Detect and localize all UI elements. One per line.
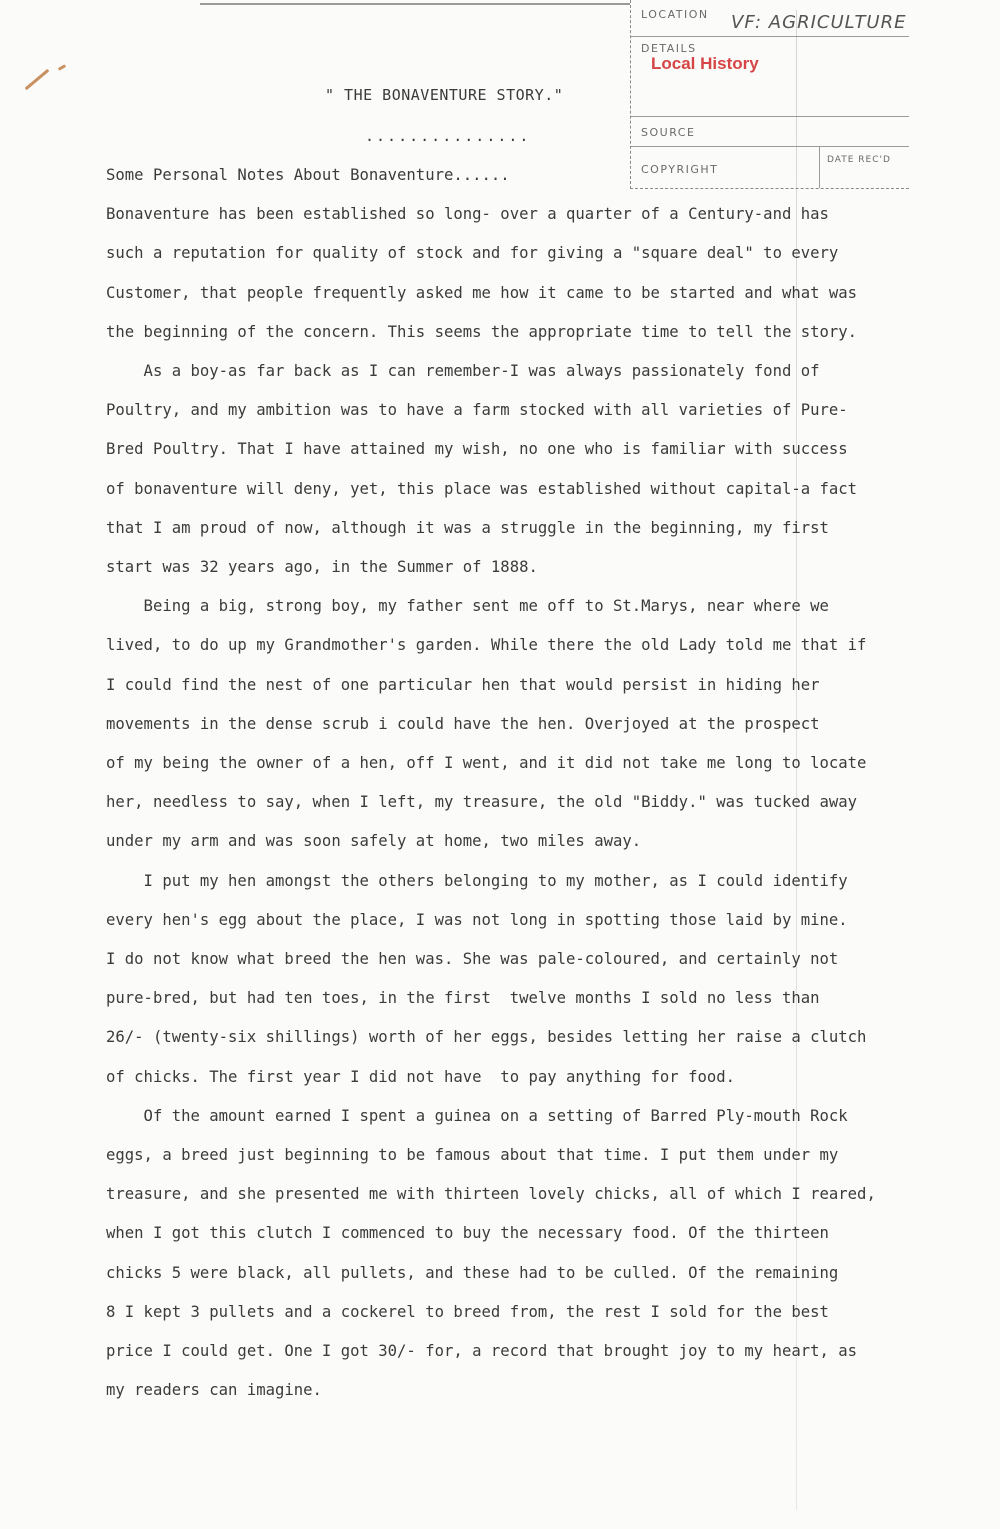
text-line: 8 I kept 3 pullets and a cockerel to breed from, the rest I sold for the best [106,1302,829,1321]
text-line: movements in the dense scrub i could have the hen. Overjoyed at the prospect [106,714,820,733]
stamp-details-row [631,36,909,117]
text-line: I put my hen amongst the others belonging to my mother, as I could identify [106,871,848,890]
location-value: VF: AGRICULTURE [731,12,907,33]
text-line: lived, to do up my Grandmother's garden. While there the old Lady told me that if [106,636,867,655]
stamp-divider [819,146,820,188]
text-line: Poultry, and my ambition was to have a farm stocked with all varieties of Pure- [106,401,848,420]
text-line: chicks 5 were black, all pullets, and these had to be culled. Of the remaining [106,1263,839,1282]
copyright-label: COPYRIGHT [641,163,719,176]
text-line: I do not know what breed the hen was. She was pale-coloured, and certainly not [106,950,839,968]
text-line: my readers can imagine. [106,1381,322,1400]
text-line: Bred Poultry. That I have attained my wish, no one who is familiar with success [106,440,848,459]
text-line: such a reputation for quality of stock and for giving a "square deal" to every [106,244,839,263]
text-line: pure-bred, but had ten toes, in the first twelve months I sold no less than [106,989,820,1008]
details-value: Local History [651,54,759,73]
text-line: price I could get. One I got 30/- for, a record that brought joy to my heart, as [106,1342,858,1360]
library-stamp [630,0,909,189]
text-line: Customer, that people frequently asked me how it came to be started and what was [106,283,858,302]
text-line: Bonaventure has been established so long- over a quarter of a Century-and has [106,205,829,224]
scan-edge-line [200,3,630,5]
stamp-location-row [631,0,909,37]
text-line: eggs, a breed just beginning to be famous about that time. I put them under my [106,1146,839,1164]
text-line: the beginning of the concern. This seems the appropriate time to tell the story. [106,322,858,341]
text-line: of my being the owner of a hen, off I went, and it did not take me long to locate [106,754,867,772]
text-line: her, needless to say, when I left, my treasure, the old "Biddy." was tucked away [106,793,858,812]
text-line: As a boy-as far back as I can remember-I was always passionately fond of [106,362,820,380]
text-line: of chicks. The first year I did not have to pay anything for food. [106,1067,736,1086]
title-separator: ............... [365,127,531,145]
stamp-source-row [631,116,909,147]
text-line: of bonaventure will deny, yet, this place was established without capital-a fact [106,479,858,498]
location-label: LOCATION [641,8,709,21]
text-line: start was 32 years ago, in the Summer of 1888. [106,558,538,576]
details-label: DETAILS [641,42,697,55]
document-title: " THE BONAVENTURE STORY." [325,86,564,104]
text-line: Being a big, strong boy, my father sent me off to St.Marys, near where we [106,597,829,616]
stain-mark [58,64,66,71]
stain-mark [25,69,50,91]
text-line: I could find the nest of one particular hen that would persist in hiding her [106,675,820,694]
text-line: every hen's egg about the place, I was not long in spotting those laid by mine. [106,910,848,929]
text-line: treasure, and she presented me with thirteen lovely chicks, all of which I reared, [106,1185,876,1204]
text-line: 26/- (twenty-six shillings) worth of her eggs, besides letting her raise a clutch [106,1028,867,1047]
text-line: Of the amount earned I spent a guinea on a setting of Barred Ply-mouth Rock [106,1106,848,1125]
source-label: SOURCE [641,126,696,139]
text-line: when I got this clutch I commenced to buy the necessary food. Of the thirteen [106,1224,829,1243]
text-line: that I am proud of now, although it was a struggle in the beginning, my first [106,518,829,537]
date-received-label: DATE REC'D [827,155,891,165]
text-line: Some Personal Notes About Bonaventure...... [106,166,510,184]
text-line: under my arm and was soon safely at home, two miles away. [106,832,642,851]
